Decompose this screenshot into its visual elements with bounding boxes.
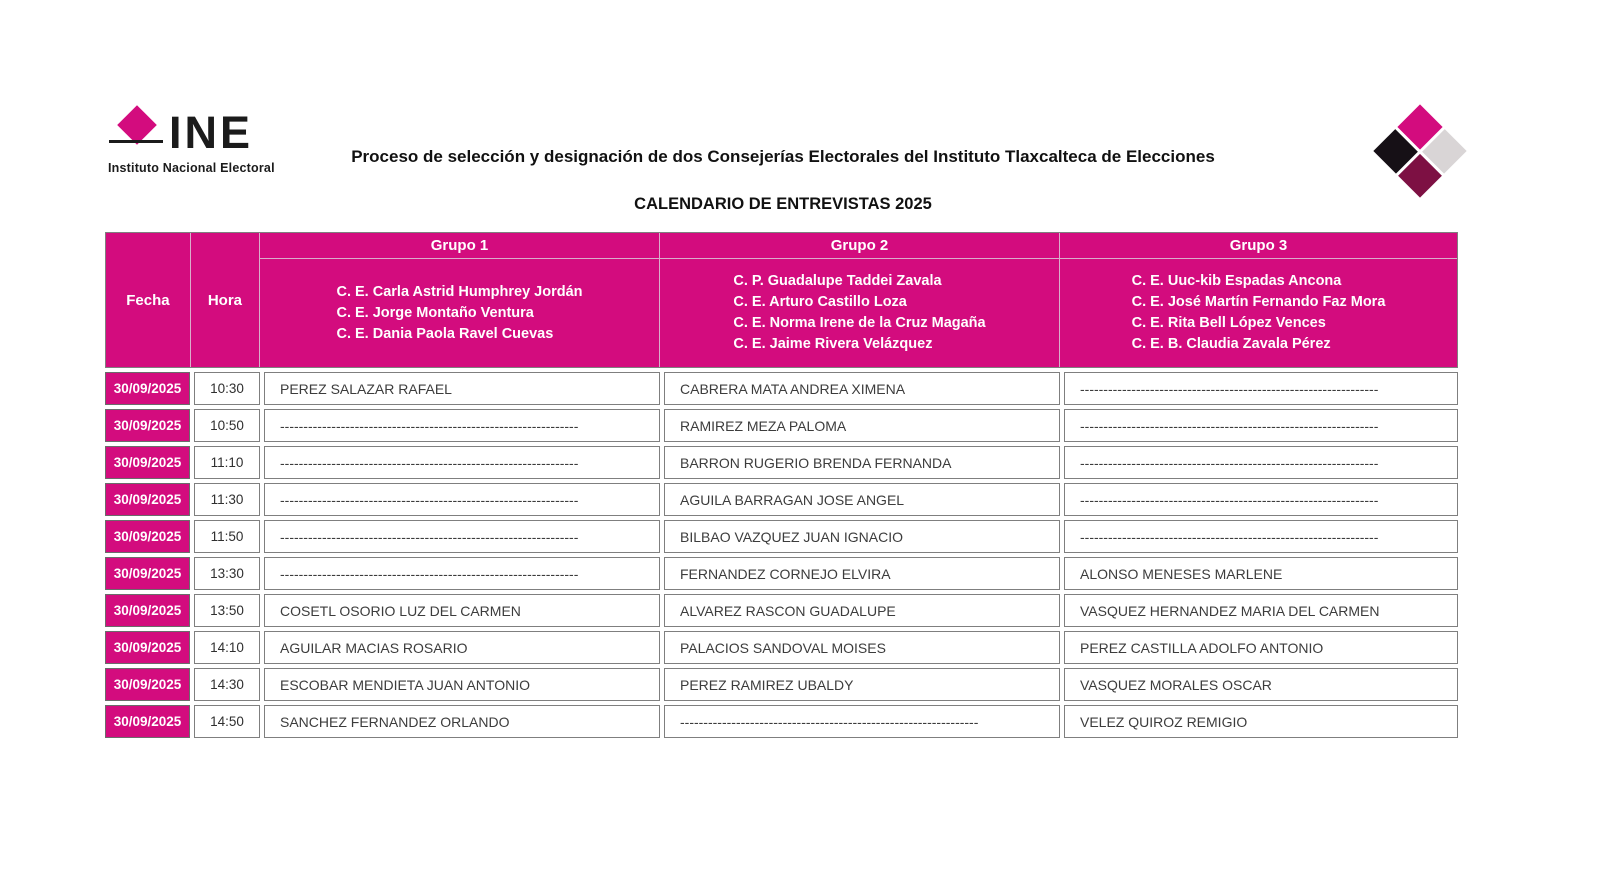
table-header bbox=[105, 232, 1458, 368]
table-row bbox=[105, 705, 1458, 738]
cell-hora: 11:10 bbox=[194, 446, 260, 479]
cell-fecha: 30/09/2025 bbox=[105, 372, 190, 405]
group-members-area bbox=[1060, 259, 1457, 367]
group-member: C. E. Rita Bell López Vences bbox=[1131, 315, 1326, 331]
cell-fecha: 30/09/2025 bbox=[105, 446, 190, 479]
cell-grupo1: ESCOBAR MENDIETA JUAN ANTONIO bbox=[264, 668, 660, 701]
cell-fecha: 30/09/2025 bbox=[105, 520, 190, 553]
cell-grupo1: ---------------------------------------------------------------- bbox=[264, 446, 660, 479]
cell-grupo1: ---------------------------------------------------------------- bbox=[264, 483, 660, 516]
cell-hora: 14:50 bbox=[194, 705, 260, 738]
cell-grupo3: ---------------------------------------------------------------- bbox=[1064, 483, 1458, 516]
group-header bbox=[259, 233, 659, 367]
cell-hora: 10:50 bbox=[194, 409, 260, 442]
group-title: Grupo 2 bbox=[660, 233, 1059, 259]
table-row bbox=[105, 483, 1458, 516]
cell-grupo3: ---------------------------------------------------------------- bbox=[1064, 520, 1458, 553]
group-member: C. E. Norma Irene de la Cruz Magaña bbox=[733, 315, 986, 331]
cell-grupo2: ALVAREZ RASCON GUADALUPE bbox=[664, 594, 1060, 627]
group-members bbox=[1132, 271, 1386, 355]
cell-grupo1: SANCHEZ FERNANDEZ ORLANDO bbox=[264, 705, 660, 738]
cell-hora: 14:10 bbox=[194, 631, 260, 664]
group-title: Grupo 3 bbox=[1060, 233, 1457, 259]
ite-diamonds-logo-icon bbox=[1368, 112, 1472, 216]
table-body bbox=[105, 372, 1458, 738]
cell-grupo2: PALACIOS SANDOVAL MOISES bbox=[664, 631, 1060, 664]
group-member: C. E. Carla Astrid Humphrey Jordán bbox=[336, 283, 583, 300]
table-row bbox=[105, 409, 1458, 442]
cell-fecha: 30/09/2025 bbox=[105, 705, 190, 738]
group-member: C. P. Guadalupe Taddei Zavala bbox=[733, 273, 942, 289]
group-member: C. E. Uuc-kib Espadas Ancona bbox=[1131, 273, 1342, 289]
cell-grupo3: ---------------------------------------------------------------- bbox=[1064, 372, 1458, 405]
group-member: C. E. Arturo Castillo Loza bbox=[733, 294, 907, 310]
cell-grupo2: BARRON RUGERIO BRENDA FERNANDA bbox=[664, 446, 1060, 479]
table-row bbox=[105, 446, 1458, 479]
cell-grupo1: COSETL OSORIO LUZ DEL CARMEN bbox=[264, 594, 660, 627]
cell-grupo1: AGUILAR MACIAS ROSARIO bbox=[264, 631, 660, 664]
ine-acronym: INE bbox=[169, 107, 254, 158]
group-member: C. E. Dania Paola Ravel Cuevas bbox=[336, 325, 554, 342]
cell-grupo3: ---------------------------------------------------------------- bbox=[1064, 409, 1458, 442]
cell-grupo2: PEREZ RAMIREZ UBALDY bbox=[664, 668, 1060, 701]
group-member: C. E. Jorge Montaño Ventura bbox=[336, 304, 534, 321]
ine-caption: Instituto Nacional Electoral bbox=[108, 161, 275, 175]
group-headers bbox=[259, 233, 1457, 367]
group-header bbox=[659, 233, 1059, 367]
document-subtitle: CALENDARIO DE ENTREVISTAS 2025 bbox=[634, 195, 932, 213]
cell-hora: 11:30 bbox=[194, 483, 260, 516]
group-member: C. E. José Martín Fernando Faz Mora bbox=[1131, 294, 1386, 310]
group-members-area bbox=[660, 259, 1059, 367]
diamond-shape bbox=[117, 105, 157, 145]
cell-grupo3: ---------------------------------------------------------------- bbox=[1064, 446, 1458, 479]
cell-fecha: 30/09/2025 bbox=[105, 483, 190, 516]
cell-grupo2: AGUILA BARRAGAN JOSE ANGEL bbox=[664, 483, 1060, 516]
table-row bbox=[105, 631, 1458, 664]
cell-fecha: 30/09/2025 bbox=[105, 594, 190, 627]
header-hora: Hora bbox=[190, 233, 259, 367]
cell-grupo1: PEREZ SALAZAR RAFAEL bbox=[264, 372, 660, 405]
cell-grupo2: ---------------------------------------------------------------- bbox=[664, 705, 1060, 738]
interview-calendar-table bbox=[105, 232, 1458, 738]
cell-grupo3: ALONSO MENESES MARLENE bbox=[1064, 557, 1458, 590]
table-row bbox=[105, 668, 1458, 701]
group-header bbox=[1059, 233, 1457, 367]
cell-hora: 14:30 bbox=[194, 668, 260, 701]
cell-grupo2: CABRERA MATA ANDREA XIMENA bbox=[664, 372, 1060, 405]
cell-grupo3: VASQUEZ MORALES OSCAR bbox=[1064, 668, 1458, 701]
cell-grupo3: VELEZ QUIROZ REMIGIO bbox=[1064, 705, 1458, 738]
cell-hora: 11:50 bbox=[194, 520, 260, 553]
cell-fecha: 30/09/2025 bbox=[105, 631, 190, 664]
ite-diamond-grid bbox=[1373, 104, 1466, 197]
cell-hora: 13:30 bbox=[194, 557, 260, 590]
table-row bbox=[105, 594, 1458, 627]
group-members bbox=[733, 271, 985, 355]
group-members bbox=[336, 282, 582, 345]
cell-grupo2: RAMIREZ MEZA PALOMA bbox=[664, 409, 1060, 442]
cell-fecha: 30/09/2025 bbox=[105, 409, 190, 442]
group-title: Grupo 1 bbox=[260, 233, 659, 259]
cell-fecha: 30/09/2025 bbox=[105, 557, 190, 590]
cell-hora: 10:30 bbox=[194, 372, 260, 405]
cell-grupo1: ---------------------------------------------------------------- bbox=[264, 409, 660, 442]
cell-grupo3: VASQUEZ HERNANDEZ MARIA DEL CARMEN bbox=[1064, 594, 1458, 627]
cell-grupo3: PEREZ CASTILLA ADOLFO ANTONIO bbox=[1064, 631, 1458, 664]
table-row bbox=[105, 372, 1458, 405]
cell-grupo2: FERNANDEZ CORNEJO ELVIRA bbox=[664, 557, 1060, 590]
table-row bbox=[105, 557, 1458, 590]
header-fecha: Fecha bbox=[126, 291, 170, 309]
group-members-area bbox=[260, 259, 659, 367]
group-member: C. E. Jaime Rivera Velázquez bbox=[733, 336, 933, 352]
cell-grupo2: BILBAO VAZQUEZ JUAN IGNACIO bbox=[664, 520, 1060, 553]
cell-grupo1: ---------------------------------------------------------------- bbox=[264, 520, 660, 553]
document-title: Proceso de selección y designación de dos Consejerías Electorales del Instituto Tlaxcalteca de Elecciones bbox=[351, 147, 1215, 166]
group-member: C. E. B. Claudia Zavala Pérez bbox=[1131, 336, 1331, 352]
cell-grupo1: ---------------------------------------------------------------- bbox=[264, 557, 660, 590]
table-row bbox=[105, 520, 1458, 553]
ballot-slot-line bbox=[109, 140, 163, 143]
cell-hora: 13:50 bbox=[194, 594, 260, 627]
cell-fecha: 30/09/2025 bbox=[105, 668, 190, 701]
